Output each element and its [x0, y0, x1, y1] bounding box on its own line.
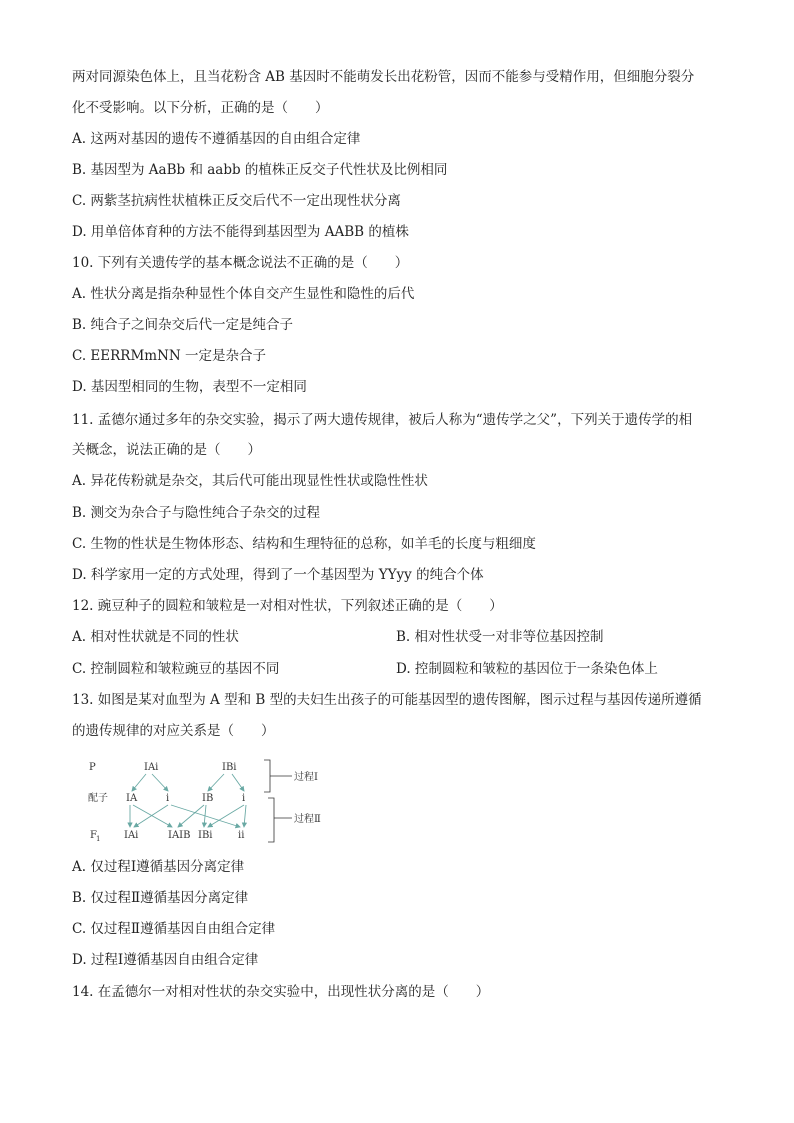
q11-stem-line2: 关概念，说法正确的是（ ）: [72, 442, 261, 458]
offspring-3: IBi: [198, 830, 213, 841]
parent-genotype-1: IAi: [144, 762, 159, 773]
parent-genotype-2: IBi: [222, 762, 237, 773]
q11-option-c: C. 生物的性状是生物体形态、结构和生理特征的总称，如羊毛的长度与粗细度: [72, 536, 536, 552]
row-label-gametes: 配子: [88, 793, 108, 804]
offspring-2: IAIB: [168, 830, 191, 841]
q13-stem-line1: 13. 如图是某对血型为 A 型和 B 型的夫妇生出孩子的可能基因型的遗传图解，图示过程与基因传递所遵循: [72, 692, 702, 708]
fertilization-arrows: [130, 805, 246, 827]
process-1-label: 过程Ⅰ: [294, 772, 318, 783]
q13-stem-line2: 的遗传规律的对应关系是（ ）: [72, 723, 275, 739]
meiosis-arrows: [132, 774, 244, 791]
gamete-4: i: [242, 793, 246, 804]
q10-option-b: B. 纯合子之间杂交后代一定是纯合子: [72, 317, 294, 333]
q10-option-d: D. 基因型相同的生物，表型不一定相同: [72, 379, 307, 395]
gamete-1: IA: [126, 793, 138, 804]
q11-option-b: B. 测交为杂合子与隐性纯合子杂交的过程: [72, 505, 321, 521]
q14-stem: 14. 在孟德尔一对相对性状的杂交实验中，出现性状分离的是（ ）: [72, 984, 490, 1000]
q10-stem: 10. 下列有关遗传学的基本概念说法不正确的是（ ）: [72, 255, 409, 271]
process-2-label: 过程Ⅱ: [294, 814, 321, 825]
bracket-process-2: [268, 798, 292, 842]
offspring-4: ii: [238, 830, 245, 841]
q12-option-a: A. 相对性状就是不同的性状: [72, 629, 239, 645]
q12-option-b: B. 相对性状受一对非等位基因控制: [396, 629, 604, 645]
gamete-3: IB: [202, 793, 214, 804]
q13-option-c: C. 仅过程Ⅱ遵循基因自由组合定律: [72, 921, 276, 937]
gamete-2: i: [166, 793, 170, 804]
q10-option-c: C. EERRMmNN 一定是杂合子: [72, 348, 267, 364]
q11-option-a: A. 异花传粉就是杂交，其后代可能出现显性性状或隐性性状: [72, 473, 428, 489]
q13-option-b: B. 仅过程Ⅱ遵循基因分离定律: [72, 890, 249, 906]
q13-option-d: D. 过程Ⅰ遵循基因自由组合定律: [72, 952, 259, 968]
q9-option-b: B. 基因型为 AaBb 和 aabb 的植株正反交子代性状及比例相同: [72, 162, 448, 178]
q10-option-a: A. 性状分离是指杂种显性个体自交产生显性和隐性的后代: [72, 286, 415, 302]
q11-stem-line1: 11. 孟德尔通过多年的杂交实验，揭示了两大遗传规律，被后人称为“遗传学之父”，下列关于遗传学的相: [72, 412, 693, 428]
row-label-f1-subscript: 1: [96, 835, 101, 843]
offspring-1: IAi: [124, 830, 139, 841]
q12-option-d: D. 控制圆粒和皱粒的基因位于一条染色体上: [396, 661, 658, 677]
q13-option-a: A. 仅过程Ⅰ遵循基因分离定律: [72, 859, 245, 875]
q9-stem-line1: 两对同源染色体上，且当花粉含 AB 基因时不能萌发长出花粉管，因而不能参与受精作用，但细胞分裂分: [72, 69, 695, 85]
bracket-process-1: [264, 760, 292, 792]
q9-option-d: D. 用单倍体育种的方法不能得到基因型为 AABB 的植株: [72, 224, 409, 240]
q12-option-c: C. 控制圆粒和皱粒豌豆的基因不同: [72, 661, 280, 677]
row-label-p: P: [89, 762, 96, 773]
q9-option-a: A. 这两对基因的遗传不遵循基因的自由组合定律: [72, 131, 361, 147]
row-label-f1: F: [90, 830, 97, 841]
q12-stem: 12. 豌豆种子的圆粒和皱粒是一对相对性状，下列叙述正确的是（ ）: [72, 598, 503, 614]
q9-option-c: C. 两紫茎抗病性状植株正反交后代不一定出现性状分离: [72, 193, 401, 209]
q11-option-d: D. 科学家用一定的方式处理，得到了一个基因型为 YYyy 的纯合个体: [72, 567, 484, 583]
inheritance-diagram: [86, 756, 346, 848]
q9-stem-line2: 化不受影响。以下分析，正确的是（ ）: [72, 100, 329, 116]
